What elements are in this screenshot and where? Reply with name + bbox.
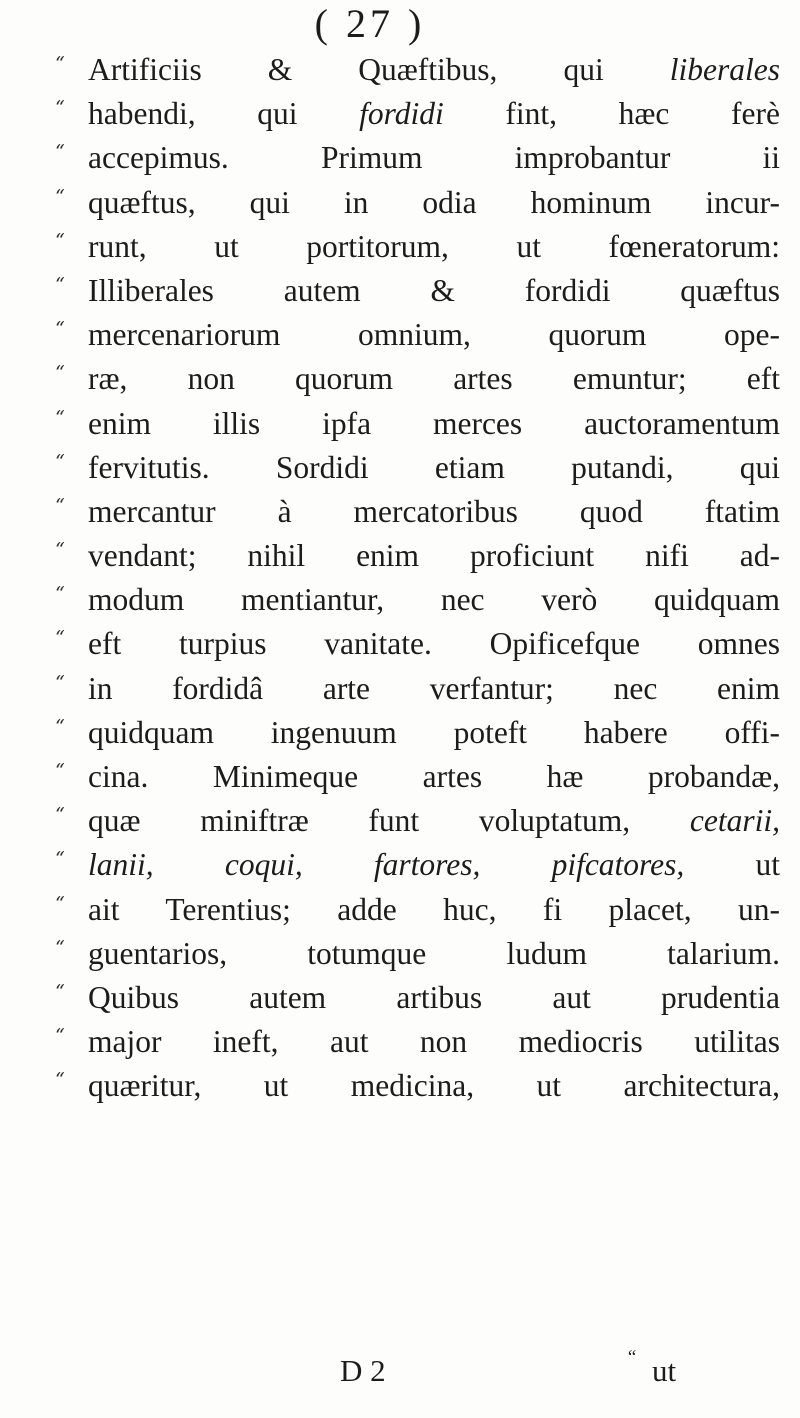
- text-line: [0, 490, 800, 534]
- quote-mark: “: [55, 362, 65, 385]
- catchword-quote-mark: “: [626, 1347, 637, 1368]
- quote-mark: “: [55, 980, 65, 1003]
- quote-mark: “: [55, 671, 65, 694]
- signature-mark: D 2: [340, 1353, 386, 1388]
- text-segment: modum mentiantur, nec verò quidquam: [88, 582, 780, 618]
- line-text: [88, 799, 780, 843]
- text-segment: guentarios, totumque ludum talarium.: [88, 935, 780, 971]
- text-segment: fervitutis. Sordidi etiam putandi, qui: [88, 449, 780, 485]
- line-text: [88, 1020, 780, 1064]
- italic-segment: lanii, coqui, fartores, pifcatores,: [88, 847, 685, 883]
- line-text: [88, 622, 780, 666]
- text-segment: vendant; nihil enim proficiunt nifi ad-: [88, 538, 780, 574]
- text-body: [0, 48, 800, 1109]
- text-segment: runt, ut portitorum, ut fœneratorum:: [88, 228, 780, 264]
- text-segment: mercenariorum omnium, quorum ope-: [88, 317, 780, 353]
- text-line: [0, 667, 800, 711]
- text-segment: in fordidâ arte verfantur; nec enim: [88, 670, 780, 706]
- line-text: [88, 976, 780, 1020]
- text-line: [0, 1064, 800, 1108]
- line-text: [88, 1064, 780, 1108]
- line-text: [88, 843, 780, 887]
- text-line: [0, 1020, 800, 1064]
- quote-mark: “: [55, 627, 65, 650]
- text-line: [0, 932, 800, 976]
- quote-mark: “: [55, 715, 65, 738]
- text-line: [0, 136, 800, 180]
- text-line: [0, 269, 800, 313]
- line-text: [88, 313, 780, 357]
- line-text: [88, 490, 780, 534]
- text-segment: quidquam ingenuum poteft habere offi-: [88, 714, 780, 750]
- quote-mark: “: [55, 1069, 65, 1092]
- page-number: ( 27 ): [314, 1, 426, 46]
- quote-mark: “: [55, 53, 65, 75]
- text-segment: Artificiis & Quæftibus, qui: [88, 52, 670, 87]
- quote-mark: “: [55, 848, 65, 871]
- text-segment: quæ miniftræ funt voluptatum,: [88, 803, 690, 839]
- text-line: [0, 799, 800, 843]
- line-text: [88, 269, 780, 313]
- quote-mark: “: [55, 450, 65, 473]
- italic-segment: cetarii,: [689, 803, 780, 839]
- line-text: [88, 181, 780, 225]
- line-text: [88, 667, 780, 711]
- text-segment: Quibus autem artibus aut prudentia: [88, 979, 780, 1015]
- quote-mark: “: [55, 185, 65, 208]
- line-text: [88, 48, 780, 92]
- page-footer: [0, 1347, 800, 1397]
- text-line: [0, 446, 800, 490]
- text-line: [0, 622, 800, 666]
- quote-mark: “: [55, 936, 65, 959]
- quote-mark: “: [55, 97, 65, 120]
- text-segment: ut: [684, 847, 780, 883]
- text-segment: mercantur à mercatoribus quod ftatim: [88, 493, 780, 529]
- line-text: [88, 446, 780, 490]
- quote-mark: “: [55, 494, 65, 517]
- italic-segment: liberales: [669, 52, 780, 87]
- line-text: [88, 578, 780, 622]
- quote-mark: “: [55, 892, 65, 915]
- line-text: [88, 402, 780, 446]
- line-text: [88, 225, 780, 269]
- quote-mark: “: [55, 141, 65, 164]
- quote-mark: “: [55, 539, 65, 562]
- text-segment: eft turpius vanitate. Opificefque omnes: [88, 626, 780, 662]
- text-line: [0, 976, 800, 1020]
- text-segment: habendi, qui: [88, 96, 360, 132]
- text-line: [0, 92, 800, 136]
- text-line: [0, 755, 800, 799]
- text-segment: ait Terentius; adde huc, fi placet, un-: [88, 891, 780, 927]
- text-segment: fint, hæc ferè: [443, 96, 780, 132]
- line-text: [88, 136, 780, 180]
- text-segment: Illiberales autem & fordidi quæftus: [88, 272, 780, 308]
- text-segment: quæftus, qui in odia hominum incur-: [88, 184, 780, 220]
- quote-mark: “: [55, 760, 65, 782]
- quote-mark: “: [55, 273, 65, 296]
- text-line: [0, 402, 800, 446]
- text-line: [0, 711, 800, 755]
- text-segment: major ineft, aut non mediocris utilitas: [88, 1024, 780, 1060]
- quote-mark: “: [55, 406, 65, 429]
- line-text: [88, 711, 780, 755]
- quote-mark: “: [55, 1025, 65, 1048]
- text-segment: ræ, non quorum artes emuntur; eft: [88, 361, 780, 397]
- text-line: [0, 181, 800, 225]
- quote-mark: “: [55, 229, 65, 252]
- line-text: [88, 932, 780, 976]
- text-line: [0, 578, 800, 622]
- quote-mark: “: [55, 804, 65, 827]
- quote-mark: “: [55, 318, 65, 341]
- catchword: ut: [652, 1353, 677, 1388]
- line-text: [88, 357, 780, 401]
- text-line: [0, 357, 800, 401]
- text-segment: quæritur, ut medicina, ut architectura,: [88, 1068, 780, 1104]
- line-text: [88, 92, 780, 136]
- text-segment: enim illis ipfa merces auctoramentum: [88, 405, 780, 441]
- text-line: [0, 48, 800, 92]
- text-segment: cina. Minimeque artes hæ probandæ,: [88, 759, 780, 794]
- text-line: [0, 313, 800, 357]
- text-line: [0, 888, 800, 932]
- quote-mark: “: [55, 583, 65, 606]
- text-line: [0, 534, 800, 578]
- text-line: [0, 843, 800, 887]
- line-text: [88, 888, 780, 932]
- line-text: [88, 534, 780, 578]
- text-line: [0, 225, 800, 269]
- line-text: [88, 755, 780, 799]
- italic-segment: fordidi: [359, 96, 444, 132]
- text-segment: accepimus. Primum improbantur ii: [88, 140, 780, 176]
